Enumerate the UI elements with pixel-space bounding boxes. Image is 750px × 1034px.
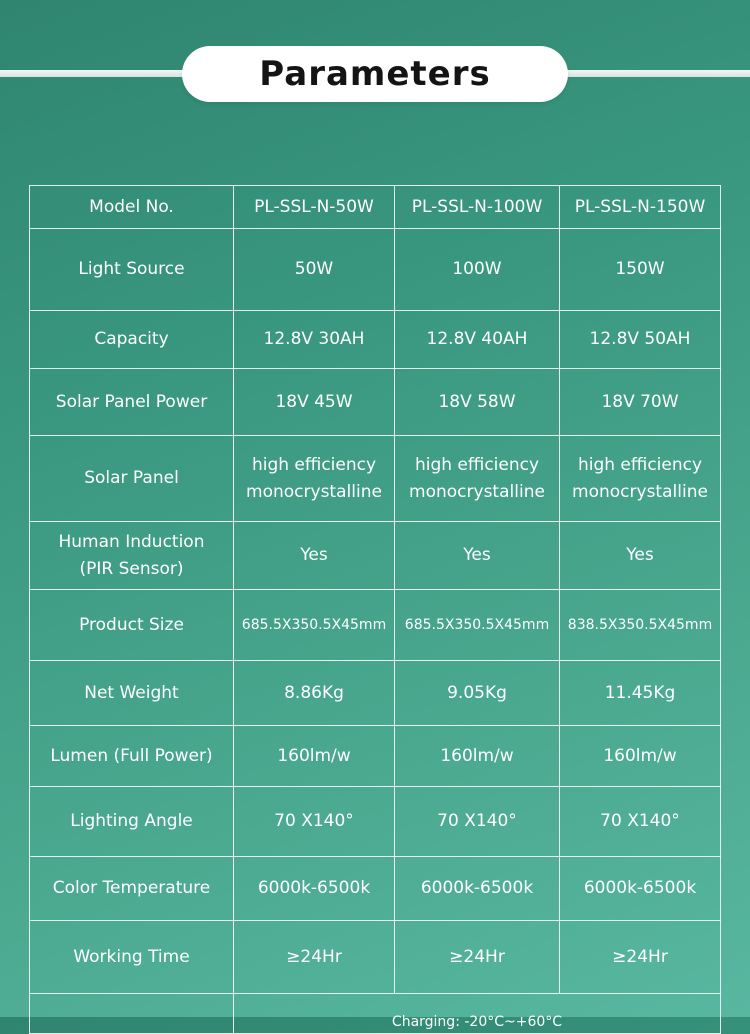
cell-text-line: Working Time xyxy=(73,946,190,967)
cell-text-line: 160lm/w xyxy=(603,745,677,766)
table-cell xyxy=(560,661,721,726)
table-cell xyxy=(395,590,560,661)
spec-table xyxy=(29,185,721,1034)
table-cell xyxy=(560,590,721,661)
cell-text-line: 18V 45W xyxy=(275,391,353,412)
row-label xyxy=(30,436,234,522)
row-label xyxy=(30,921,234,994)
cell-text-line: Net Weight xyxy=(84,682,179,703)
table-cell xyxy=(395,857,560,921)
cell-text-line: Product Size xyxy=(79,614,184,635)
table-header-row xyxy=(30,186,721,229)
table-row-partial xyxy=(30,994,721,1034)
table-row xyxy=(30,921,721,994)
cell-text-line: ≥24Hr xyxy=(286,946,342,967)
cell-text-line: monocrystalline xyxy=(572,481,708,502)
cell-text-line: Solar Panel Power xyxy=(55,391,208,412)
cell-text-line: 150W xyxy=(615,259,665,279)
cell-text-line: Lumen (Full Power) xyxy=(50,745,213,766)
table-row xyxy=(30,522,721,590)
cell-text-line: Yes xyxy=(463,545,491,565)
table-cell xyxy=(234,857,395,921)
cell-text-line: ≥24Hr xyxy=(612,946,668,967)
cell-text-line: Human Induction xyxy=(58,531,205,552)
cell-text-line: 18V 70W xyxy=(601,391,679,412)
table-cell xyxy=(395,787,560,857)
cell-text-line: 6000k-6500k xyxy=(257,878,371,898)
cell-text-line: monocrystalline xyxy=(409,481,545,502)
cell-text-line: high efficiency xyxy=(414,454,540,475)
cell-text-line: 18V 58W xyxy=(438,391,516,412)
cell-text-line: 11.45Kg xyxy=(604,682,676,703)
model-header-cell: PL-SSL-N-150W xyxy=(560,186,721,229)
table-cell xyxy=(234,369,395,436)
table-row xyxy=(30,590,721,661)
cell-text-line: 12.8V 50AH xyxy=(589,329,691,349)
cell-text-line: 9.05Kg xyxy=(447,682,507,703)
table-cell xyxy=(395,229,560,311)
table-cell xyxy=(234,229,395,311)
cell-text-line: Capacity xyxy=(94,329,169,349)
cell-text-line: 50W xyxy=(294,259,334,279)
table-row xyxy=(30,436,721,522)
cell-text-line: Yes xyxy=(626,545,654,565)
row-label xyxy=(30,994,234,1034)
table-cell xyxy=(395,522,560,590)
cell-text-line: 685.5X350.5X45mm xyxy=(404,616,550,633)
table-cell xyxy=(395,726,560,787)
table-row xyxy=(30,229,721,311)
row-label xyxy=(30,661,234,726)
cell-text-line: high efficiency xyxy=(251,454,377,475)
cell-text-line: Lighting Angle xyxy=(70,811,193,831)
cell-text-line: high efficiency xyxy=(577,454,703,475)
table-row xyxy=(30,787,721,857)
row-label xyxy=(30,229,234,311)
cell-text-line: 6000k-6500k xyxy=(583,878,697,898)
model-header-cell: PL-SSL-N-50W xyxy=(234,186,395,229)
table-cell xyxy=(395,921,560,994)
table-row xyxy=(30,369,721,436)
cell-text-line: 70 X140° xyxy=(437,811,517,831)
cell-text-line: monocrystalline xyxy=(246,481,382,502)
table-cell xyxy=(234,787,395,857)
cell-text-line: Solar Panel xyxy=(84,468,179,488)
row-label xyxy=(30,787,234,857)
cell-text-line: 685.5X350.5X45mm xyxy=(241,616,387,633)
table-cell xyxy=(560,921,721,994)
cell-text-line: Yes xyxy=(300,545,328,565)
model-no-label: Model No. xyxy=(30,186,234,229)
cell-text-line: 100W xyxy=(452,259,502,279)
cell-text-line: 838.5X350.5X45mm xyxy=(567,616,713,633)
cell-text-line: Light Source xyxy=(78,259,185,279)
table-cell xyxy=(395,436,560,522)
cell-text-line: 160lm/w xyxy=(440,745,514,766)
cell-text-line: ≥24Hr xyxy=(449,946,505,967)
table-cell xyxy=(560,726,721,787)
cell-text-line: 6000k-6500k xyxy=(420,878,534,898)
table-row xyxy=(30,661,721,726)
table-cell xyxy=(560,857,721,921)
table-cell xyxy=(234,311,395,369)
table-cell-merged xyxy=(234,994,721,1034)
cell-text-line: (PIR Sensor) xyxy=(79,558,184,579)
header-pill xyxy=(182,46,568,102)
cell-text-line: 8.86Kg xyxy=(284,682,344,703)
row-label xyxy=(30,857,234,921)
table-cell xyxy=(560,311,721,369)
table-cell xyxy=(234,590,395,661)
table-row xyxy=(30,857,721,921)
page-title: Parameters xyxy=(259,54,491,94)
table-row xyxy=(30,726,721,787)
table-cell xyxy=(560,229,721,311)
row-label xyxy=(30,726,234,787)
cell-text-line: 70 X140° xyxy=(600,811,680,831)
cell-text-line: 160lm/w xyxy=(277,745,351,766)
table-cell xyxy=(560,522,721,590)
table-cell xyxy=(234,661,395,726)
table-cell xyxy=(560,787,721,857)
cell-text-line: 12.8V 40AH xyxy=(426,329,528,349)
table-cell xyxy=(560,369,721,436)
cell-text-line: Color Temperature xyxy=(52,878,211,898)
table-cell xyxy=(395,369,560,436)
table-cell xyxy=(234,921,395,994)
cell-text-line: 12.8V 30AH xyxy=(263,329,365,349)
table-cell xyxy=(395,311,560,369)
table-cell xyxy=(395,661,560,726)
model-header-cell: PL-SSL-N-100W xyxy=(395,186,560,229)
row-label xyxy=(30,311,234,369)
cell-text-line: Charging: -20°C~+60°C xyxy=(391,1013,563,1030)
row-label xyxy=(30,369,234,436)
table-cell xyxy=(560,436,721,522)
table-row xyxy=(30,311,721,369)
table-cell xyxy=(234,522,395,590)
table-cell xyxy=(234,436,395,522)
row-label xyxy=(30,590,234,661)
cell-text-line: 70 X140° xyxy=(274,811,354,831)
row-label xyxy=(30,522,234,590)
table-cell xyxy=(234,726,395,787)
